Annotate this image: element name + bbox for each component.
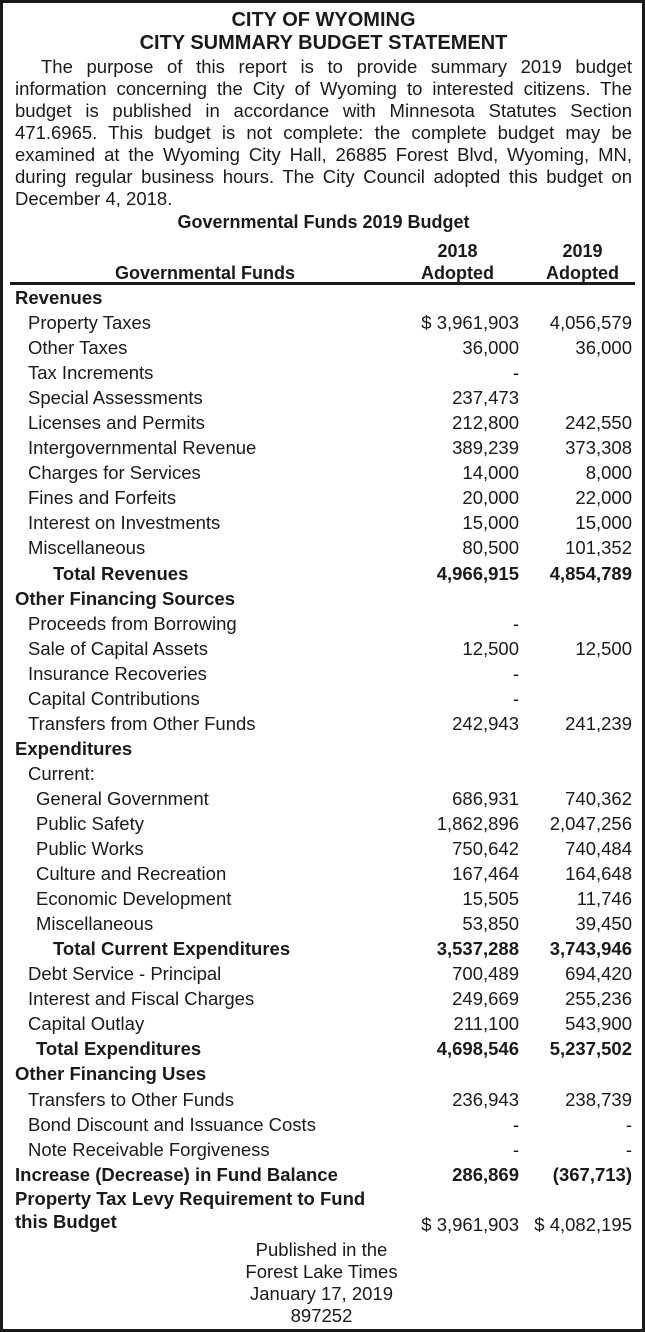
- value-2018: 4,698,546: [436, 1038, 519, 1060]
- row-label: Capital Contributions: [28, 687, 200, 709]
- table-body: [15, 285, 632, 1187]
- table-row: [15, 360, 632, 385]
- table-row: [15, 1137, 632, 1162]
- section-header-row: [15, 586, 632, 611]
- table-row: [15, 485, 632, 510]
- value-2018: -: [512, 1138, 519, 1160]
- row-label: Other Financing Sources: [15, 587, 235, 609]
- value-2018: 237,473: [452, 387, 519, 409]
- table-row: [15, 786, 632, 811]
- value-2018: 212,800: [452, 412, 519, 434]
- notice-title: [15, 9, 632, 55]
- value-2019: 740,362: [565, 787, 632, 809]
- column-header-2019: 2019 Adopted: [546, 241, 619, 283]
- table-row: [15, 686, 632, 711]
- row-label: Total Revenues: [53, 562, 189, 584]
- row-label: Transfers to Other Funds: [28, 1088, 234, 1110]
- table-row: [15, 385, 632, 410]
- section-header-row: [15, 285, 632, 310]
- row-label: Total Current Expenditures: [53, 938, 291, 960]
- value-2018: -: [512, 662, 519, 684]
- intro-paragraph: The purpose of this report is to provide summary 2019 budget information concerning the City of Wyoming to interested citizens. The budget is published in accordance with Minnesota Statutes Section 471.6965. This budget is not complete: the complete budget may be examined at the Wyoming City Hall, 26885 Forest Blvd, Wyoming, MN, during regular business hours. The City Council adopted this budget on December 4, 2018.: [15, 56, 632, 209]
- table-row: [15, 1112, 632, 1137]
- table-row: [15, 811, 632, 836]
- value-2018: 20,000: [462, 487, 519, 509]
- value-2018: 3,537,288: [436, 938, 519, 960]
- value-2019: -: [625, 1138, 632, 1160]
- table-row: [15, 961, 632, 986]
- table-row: [15, 410, 632, 435]
- row-label: Total Expenditures: [36, 1038, 202, 1060]
- table-row: [15, 460, 632, 485]
- table-row: [15, 335, 632, 360]
- levy-label: Property Tax Levy Requirement to Fund this Budget: [15, 1187, 366, 1232]
- value-2018: 389,239: [452, 437, 519, 459]
- row-label: Tax Increments: [28, 362, 154, 384]
- value-2019: 164,648: [565, 863, 632, 885]
- table-row: [15, 636, 632, 661]
- value-2018: 686,931: [452, 787, 519, 809]
- value-2018: 14,000: [462, 462, 519, 484]
- row-label: Sale of Capital Assets: [28, 637, 208, 659]
- value-2018: 236,943: [452, 1088, 519, 1110]
- row-label: Charges for Services: [28, 462, 201, 484]
- table-title: Governmental Funds 2019 Budget: [177, 212, 470, 232]
- row-label: Fines and Forfeits: [28, 487, 177, 509]
- value-2018: -: [512, 362, 519, 384]
- table-row: [15, 435, 632, 460]
- value-2018: 286,869: [452, 1163, 519, 1185]
- footer-line: Forest Lake Times: [245, 1261, 398, 1282]
- row-label: Increase (Decrease) in Fund Balance: [15, 1163, 338, 1185]
- value-2018: 249,669: [452, 988, 519, 1010]
- row-label: General Government: [36, 787, 209, 809]
- table-row: [15, 1162, 632, 1187]
- value-2018: 167,464: [452, 863, 519, 885]
- row-label: Economic Development: [36, 888, 232, 910]
- value-2019: 5,237,502: [549, 1038, 632, 1060]
- levy-row: [15, 1187, 632, 1237]
- value-2018: -: [512, 612, 519, 634]
- value-2019: 36,000: [575, 337, 632, 359]
- value-2018: $ 3,961,903: [421, 312, 519, 334]
- value-2018: 15,505: [462, 888, 519, 910]
- table-row: [15, 836, 632, 861]
- table-row: [15, 711, 632, 736]
- value-2019: 740,484: [565, 838, 632, 860]
- row-label: Special Assessments: [28, 387, 203, 409]
- table-row: [15, 535, 632, 560]
- value-2019: (367,713): [552, 1163, 632, 1185]
- table-row: [15, 861, 632, 886]
- value-2018: -: [512, 1113, 519, 1135]
- value-2019: 15,000: [575, 512, 632, 534]
- title-line-statement: CITY SUMMARY BUDGET STATEMENT: [139, 32, 508, 54]
- row-label: Note Receivable Forgiveness: [28, 1138, 270, 1160]
- row-label: Culture and Recreation: [36, 863, 227, 885]
- value-2018: 36,000: [462, 337, 519, 359]
- value-2018: 211,100: [453, 1013, 519, 1035]
- row-label: Interest on Investments: [28, 512, 221, 534]
- value-2018: -: [512, 687, 519, 709]
- levy-value-2018: $ 3,961,903: [421, 1213, 519, 1235]
- table-row: [15, 310, 632, 335]
- value-2019: 255,236: [565, 988, 632, 1010]
- value-2019: 694,420: [565, 963, 632, 985]
- row-label: Current:: [28, 762, 95, 784]
- row-label: Miscellaneous: [28, 537, 146, 559]
- footer-line: January 17, 2019: [250, 1283, 393, 1304]
- row-label: Other Taxes: [28, 337, 128, 359]
- column-header-funds: Governmental Funds: [114, 263, 296, 283]
- table-row: [15, 886, 632, 911]
- section-header-row: [15, 736, 632, 761]
- value-2019: 8,000: [585, 462, 632, 484]
- value-2019: 101,352: [565, 537, 632, 559]
- row-label: Capital Outlay: [28, 1013, 145, 1035]
- value-2018: 1,862,896: [436, 812, 519, 834]
- row-label: Proceeds from Borrowing: [28, 612, 237, 634]
- table-row: [15, 761, 632, 786]
- value-2019: 2,047,256: [549, 812, 632, 834]
- row-label: Public Safety: [36, 812, 144, 834]
- value-2019: 4,854,789: [549, 562, 632, 584]
- value-2019: 373,308: [565, 437, 632, 459]
- value-2019: 22,000: [575, 487, 632, 509]
- row-label: Revenues: [15, 287, 103, 308]
- value-2018: 53,850: [462, 913, 519, 935]
- value-2019: -: [625, 1113, 632, 1135]
- value-2018: 4,966,915: [436, 562, 519, 584]
- value-2019: 242,550: [565, 412, 632, 434]
- table-row: [15, 611, 632, 636]
- footer-line: 897252: [290, 1305, 353, 1326]
- row-label: Debt Service - Principal: [28, 963, 222, 985]
- row-label: Intergovernmental Revenue: [28, 437, 257, 459]
- title-line-city: CITY OF WYOMING: [231, 9, 416, 31]
- value-2018: 12,500: [462, 637, 519, 659]
- value-2018: 80,500: [462, 537, 519, 559]
- table-row: [15, 661, 632, 686]
- value-2019: 3,743,946: [549, 938, 632, 960]
- row-label: Property Taxes: [28, 312, 152, 334]
- row-label: Licenses and Permits: [28, 412, 205, 434]
- section-header-row: [15, 1061, 632, 1086]
- publication-footer: [3, 1239, 645, 1327]
- table-row: [15, 1011, 632, 1036]
- row-label: Transfers from Other Funds: [28, 712, 256, 734]
- value-2019: 238,739: [565, 1088, 632, 1110]
- total-row: [15, 1036, 632, 1061]
- value-2019: 39,450: [575, 913, 632, 935]
- table-row: [15, 911, 632, 936]
- value-2018: 700,489: [452, 963, 519, 985]
- value-2018: 750,642: [452, 838, 519, 860]
- table-row: [15, 986, 632, 1011]
- row-label: Bond Discount and Issuance Costs: [28, 1113, 316, 1135]
- levy-value-2019: $ 4,082,195: [534, 1213, 632, 1235]
- row-label: Other Financing Uses: [15, 1063, 207, 1085]
- row-label: Public Works: [36, 838, 144, 860]
- value-2018: 15,000: [462, 512, 519, 534]
- column-header-2018: 2018 Adopted: [421, 241, 494, 283]
- table-row: [15, 510, 632, 535]
- value-2018: 242,943: [452, 712, 519, 734]
- value-2019: 543,900: [565, 1013, 632, 1035]
- table-header: [10, 234, 635, 285]
- total-row: [15, 561, 632, 586]
- table-row: [15, 1087, 632, 1112]
- row-label: Expenditures: [15, 737, 133, 759]
- row-label: Insurance Recoveries: [28, 662, 207, 684]
- row-label: Miscellaneous: [36, 913, 154, 935]
- footer-line: Published in the: [255, 1239, 388, 1260]
- value-2019: 241,239: [565, 712, 632, 734]
- value-2019: 11,746: [576, 888, 632, 910]
- total-row: [15, 936, 632, 961]
- row-label: Interest and Fiscal Charges: [28, 988, 255, 1010]
- value-2019: 12,500: [575, 637, 632, 659]
- value-2019: 4,056,579: [549, 312, 632, 334]
